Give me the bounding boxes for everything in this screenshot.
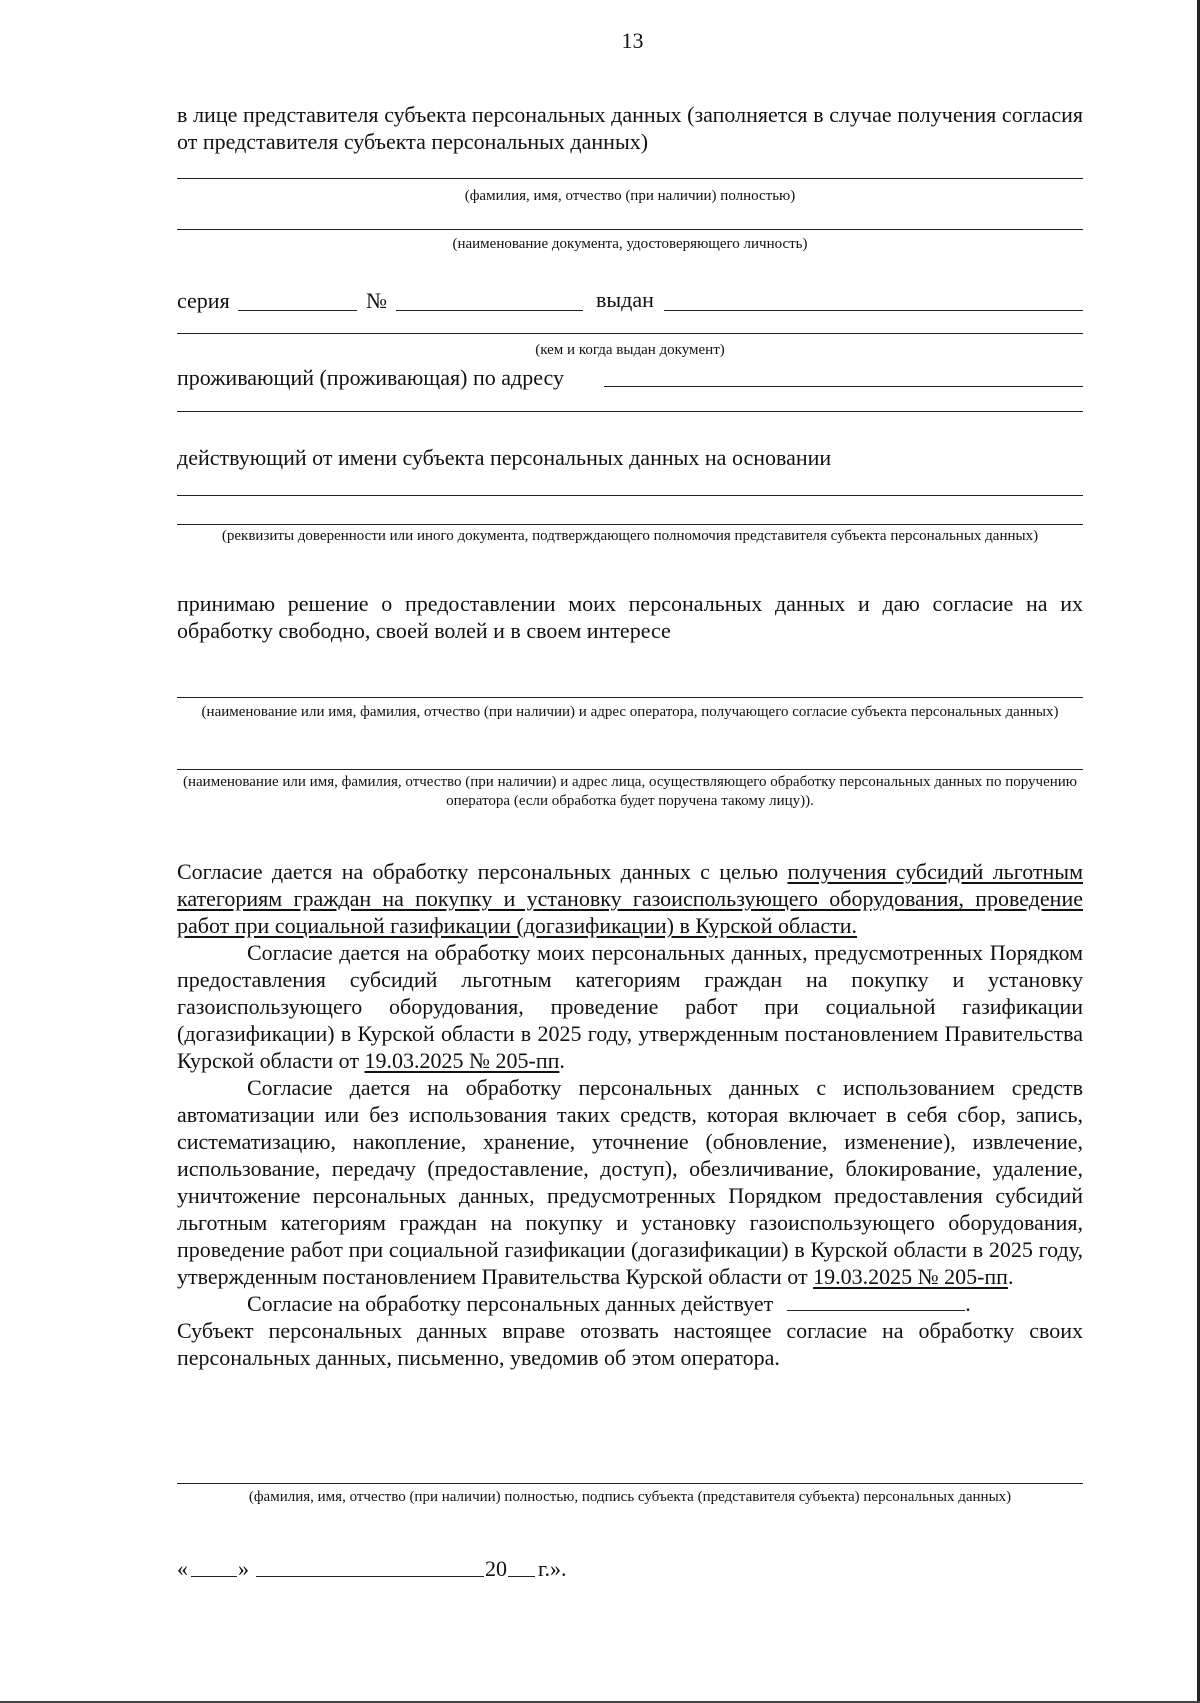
purpose-prefix: Согласие дается на обработку персональных данных с целью bbox=[177, 859, 788, 884]
series-label: серия bbox=[177, 288, 230, 313]
date-open-quote: « bbox=[177, 1556, 188, 1581]
address-line-2[interactable] bbox=[177, 411, 1083, 412]
date-year-field[interactable] bbox=[508, 1576, 535, 1577]
date-close-quote: » bbox=[238, 1556, 249, 1581]
number-field[interactable] bbox=[396, 310, 583, 311]
actions-text: Согласие дается на обработку персональных данных с использованием средств автоматизации или без использования таких средств, которая включает в себя сбор, запись, систематизацию, накопление, хранение, уточнение (обновление, изменение), извлечение, использование, передачу (предоставление, доступ), обезличивание, блокирование, удаление, уничтожение персональных данных, предусмотренных Порядком предоставления субсидий льготным категориям граждан на покупку и установку газоиспользующего оборудования, проведение работ при социальной газификации (догазификации) в Курской области в 2025 году, утвержденным постановлением Правительства Курской области от bbox=[177, 1075, 1083, 1289]
consent-actions-paragraph bbox=[177, 1074, 1083, 1290]
scope-end: . bbox=[559, 1048, 565, 1073]
number-label: № bbox=[366, 288, 387, 313]
requisites-caption: (реквизиты доверенности или иного документа, подтверждающего полномочия представителя субъекта персональных данных) bbox=[221, 528, 1039, 544]
acting-line-1[interactable] bbox=[177, 495, 1083, 496]
acting-label: действующий от имени субъекта персональных данных на основании bbox=[177, 445, 832, 470]
date-day-field[interactable] bbox=[191, 1576, 237, 1577]
consent-duration-paragraph bbox=[177, 1290, 1083, 1317]
operator-caption: (наименование или имя, фамилия, отчество (при наличии) и адрес оператора, получающего согласие субъекта персональных данных) bbox=[201, 704, 1059, 720]
issued-by-caption: (кем и когда выдан документ) bbox=[535, 342, 725, 358]
date-year-suffix: г.». bbox=[538, 1556, 567, 1581]
processor-caption: (наименование или имя, фамилия, отчество (при наличии) и адрес лица, осуществляющего обработку персональных данных по поручению оператора (если обработка будет поручена такому лицу)). bbox=[183, 774, 1077, 809]
issued-by-line[interactable] bbox=[177, 333, 1083, 334]
document-line[interactable] bbox=[177, 229, 1083, 230]
actions-end: . bbox=[1007, 1264, 1014, 1289]
consent-purpose-paragraph bbox=[177, 858, 1083, 939]
page-number: 13 bbox=[621, 28, 644, 53]
fio-line[interactable] bbox=[177, 178, 1083, 179]
intro-paragraph: в лице представителя субъекта персональных данных (заполняется в случае получения согласия от представителя субъекта персональных данных) bbox=[177, 102, 1083, 154]
date-year-prefix: 20 bbox=[485, 1556, 507, 1581]
operator-line[interactable] bbox=[177, 697, 1083, 698]
processor-line[interactable] bbox=[177, 769, 1083, 770]
address-label: проживающий (проживающая) по адресу bbox=[177, 365, 564, 390]
issued-field[interactable] bbox=[664, 310, 1083, 311]
signature-line[interactable] bbox=[177, 1483, 1083, 1484]
actions-ref: 19.03.2025 № 205-пп bbox=[813, 1264, 1008, 1289]
acting-line-2[interactable] bbox=[177, 524, 1083, 525]
signature-caption: (фамилия, имя, отчество (при наличии) полностью, подпись субъекта (представителя субъекта) персональных данных) bbox=[248, 1489, 1012, 1505]
duration-text: Согласие на обработку персональных данных действует bbox=[247, 1291, 774, 1316]
issued-label: выдан bbox=[596, 287, 654, 312]
scope-text: Согласие дается на обработку моих персональных данных, предусмотренных Порядком предоставления субсидий льготным категориям граждан на покупку и установку газоиспользующего оборудования, проведение работ при социальной газификации (догазификации) в Курской области в 2025 году, утвержденным постановлением Правительства Курской области от bbox=[177, 940, 1083, 1073]
document-caption: (наименование документа, удостоверяющего личность) bbox=[452, 236, 808, 252]
address-field[interactable] bbox=[604, 386, 1083, 387]
scope-ref: 19.03.2025 № 205-пп bbox=[364, 1048, 560, 1073]
date-month-field[interactable] bbox=[256, 1576, 484, 1577]
fio-caption: (фамилия, имя, отчество (при наличии) полностью) bbox=[464, 188, 796, 204]
consent-body bbox=[177, 858, 1083, 1371]
duration-end: . bbox=[965, 1291, 971, 1316]
purpose-underlined: получения субсидий льготным категориям граждан на покупку и установку газоиспользующего оборудования, проведение работ при социальной газификации (догазификации) в Курской области. bbox=[177, 859, 1083, 938]
consent-scope-paragraph bbox=[177, 939, 1083, 1074]
decision-paragraph: принимаю решение о предоставлении моих персональных данных и даю согласие на их обработку свободно, своей волей и в своем интересе bbox=[177, 591, 1083, 643]
duration-field[interactable] bbox=[787, 1292, 965, 1311]
series-field[interactable] bbox=[238, 310, 357, 311]
withdraw-paragraph: Субъект персональных данных вправе отозвать настоящее согласие на обработку своих персональных данных, письменно, уведомив об этом оператора. bbox=[177, 1318, 1083, 1370]
